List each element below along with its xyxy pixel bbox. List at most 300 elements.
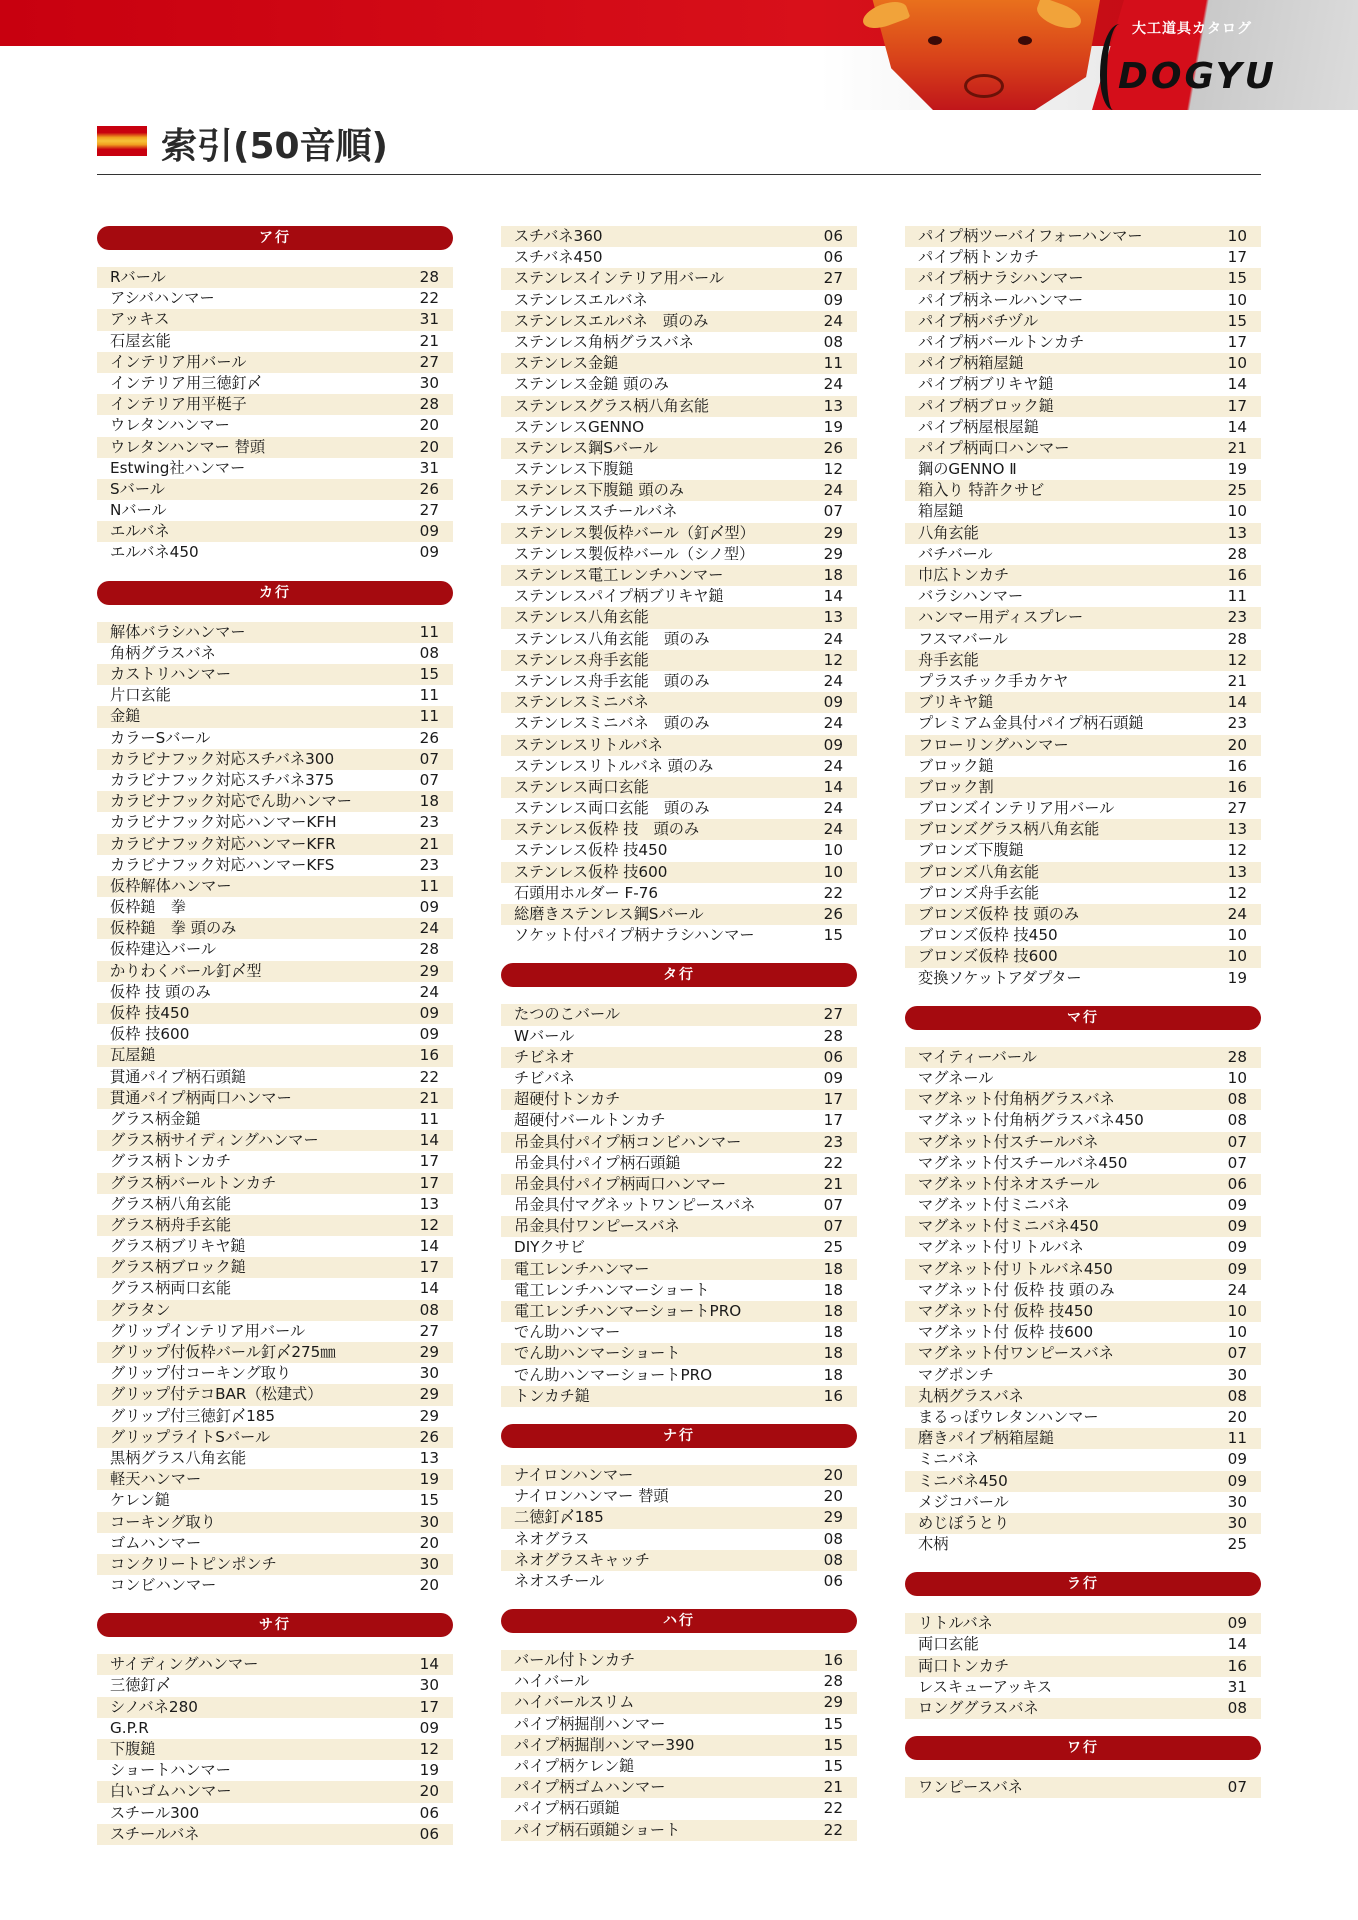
section-header: マ行: [905, 1006, 1261, 1030]
product-name: ステンレス舟手玄能 頭のみ: [514, 671, 710, 690]
product-name: 仮枠鎚 拳 頭のみ: [110, 919, 237, 938]
page-number: 20: [1227, 1407, 1247, 1426]
page-number: 09: [823, 1068, 843, 1087]
index-column-3: [905, 226, 1261, 1815]
page-number: 09: [1227, 1450, 1247, 1469]
page-number: 14: [1227, 1635, 1247, 1654]
index-row: [501, 586, 857, 607]
page-number: 07: [823, 1196, 843, 1215]
index-section: [501, 226, 857, 946]
page-number: 06: [1227, 1174, 1247, 1193]
index-row: [501, 311, 857, 332]
page-number: 31: [419, 310, 439, 329]
page-number: 06: [823, 1571, 843, 1590]
product-name: 箱入り 特許クサビ: [918, 481, 1045, 500]
product-name: Nバール: [110, 501, 167, 520]
index-row: [501, 1301, 857, 1322]
index-row: [97, 1739, 453, 1760]
index-row: [97, 812, 453, 833]
product-name: 吊金具付パイプ柄石頭鎚: [514, 1153, 681, 1172]
page-number: 13: [1227, 820, 1247, 839]
index-row: [905, 862, 1261, 883]
product-name: ステンレス仮枠 技600: [514, 862, 668, 881]
page-number: 08: [1227, 1386, 1247, 1405]
index-row: [97, 1363, 453, 1384]
index-row: [905, 1613, 1261, 1634]
index-row: [97, 918, 453, 939]
page-number: 07: [823, 502, 843, 521]
product-name: パイプ柄箱屋鎚: [918, 354, 1024, 373]
page-number: 11: [1227, 1429, 1247, 1448]
product-name: グラタン: [110, 1300, 171, 1319]
product-name: ステンレスエルバネ: [514, 290, 648, 309]
product-name: パイプ柄バチヅル: [918, 311, 1039, 330]
product-name: マグネール: [918, 1068, 994, 1087]
page-number: 18: [823, 1365, 843, 1384]
index-row: [97, 939, 453, 960]
index-row: [97, 1760, 453, 1781]
product-name: カラビナフック対応ハンマーKFH: [110, 813, 337, 832]
index-row: [501, 226, 857, 247]
page-number: 15: [823, 926, 843, 945]
index-row: [905, 629, 1261, 650]
page-number: 09: [419, 898, 439, 917]
index-row: [97, 749, 453, 770]
index-row: [97, 855, 453, 876]
index-column-1: [97, 226, 453, 1862]
index-row: [501, 607, 857, 628]
page-number: 14: [823, 777, 843, 796]
product-name: 仮枠 技450: [110, 1004, 190, 1022]
index-row: [905, 565, 1261, 586]
index-row: [905, 438, 1261, 459]
product-name: グリップ付三徳釘〆185: [110, 1406, 276, 1425]
index-row: [501, 798, 857, 819]
product-name: グリップ付コーキング取り: [110, 1364, 292, 1383]
page-number: 29: [823, 544, 843, 563]
index-row: [905, 311, 1261, 332]
product-name: ステンレス製仮枠バール（シノ型）: [514, 544, 755, 563]
product-name: Sバール: [110, 479, 165, 498]
page-number: 17: [823, 1090, 843, 1109]
index-row: [501, 396, 857, 417]
index-row: [97, 685, 453, 706]
page-number: 17: [1227, 332, 1247, 351]
index-row: [905, 586, 1261, 607]
page-number: 12: [1227, 883, 1247, 902]
index-row: [501, 1365, 857, 1386]
product-name: 超硬付トンカチ: [514, 1090, 621, 1109]
index-row: [97, 500, 453, 521]
index-row: [97, 791, 453, 812]
page-number: 12: [1227, 650, 1247, 669]
index-row: [97, 1321, 453, 1342]
product-name: 軽天ハンマー: [110, 1470, 202, 1489]
index-section: [97, 1654, 453, 1845]
product-name: ステンレス角柄グラスバネ: [514, 332, 694, 351]
index-row: [905, 607, 1261, 628]
page-number: 13: [823, 608, 843, 627]
index-row: [501, 904, 857, 925]
product-name: ステンレス両口玄能: [514, 777, 649, 796]
index-row: [97, 1194, 453, 1215]
product-name: パイプ柄ケレン鎚: [514, 1757, 635, 1775]
index-row: [501, 1529, 857, 1550]
page-number: 18: [823, 1344, 843, 1363]
index-row: [501, 1322, 857, 1343]
page-number: 28: [823, 1026, 843, 1045]
index-row: [501, 523, 857, 544]
index-row: [97, 1278, 453, 1299]
page-number: 20: [419, 1782, 439, 1801]
index-row: [97, 1300, 453, 1321]
index-row: [501, 1132, 857, 1153]
product-name: 片口玄能: [110, 686, 171, 705]
page-number: 26: [419, 1427, 439, 1446]
page-number: 13: [1227, 523, 1247, 542]
product-name: ウレタンハンマー: [110, 416, 230, 435]
index-row: [501, 1777, 857, 1798]
page-number: 30: [1227, 1365, 1247, 1384]
index-row: [501, 1216, 857, 1237]
index-row: [905, 1153, 1261, 1174]
page-number: 10: [1227, 926, 1247, 945]
page-number: 15: [823, 1735, 843, 1754]
index-row: [501, 1486, 857, 1507]
index-row: [97, 394, 453, 415]
product-name: ブロック割: [918, 777, 994, 796]
index-row: [97, 982, 453, 1003]
page-number: 12: [1227, 841, 1247, 860]
index-row: [97, 1342, 453, 1363]
product-name: 舟手玄能: [918, 650, 979, 669]
product-name: アッキス: [110, 310, 170, 329]
index-row: [97, 1088, 453, 1109]
page-number: 07: [419, 770, 439, 789]
index-row: [97, 1215, 453, 1236]
product-name: パイプ柄ゴムハンマー: [514, 1778, 666, 1797]
product-name: ハイバール: [514, 1672, 590, 1691]
product-name: 吊金具付マグネットワンピースバネ: [514, 1196, 756, 1215]
index-row: [97, 1130, 453, 1151]
page-number: 27: [419, 352, 439, 371]
page-number: 24: [823, 375, 843, 394]
index-row: [501, 671, 857, 692]
page-number: 16: [823, 1651, 843, 1670]
index-row: [501, 777, 857, 798]
index-row: [501, 1650, 857, 1671]
index-row: [905, 290, 1261, 311]
page-number: 23: [823, 1132, 843, 1151]
product-name: パイプ柄ツーバイフォーハンマー: [918, 227, 1143, 245]
page-number: 28: [823, 1672, 843, 1691]
page-number: 15: [419, 665, 439, 683]
page-number: 09: [419, 522, 439, 541]
index-row: [97, 1236, 453, 1257]
index-row: [97, 1469, 453, 1490]
product-name: マグネット付スチールバネ450: [918, 1153, 1128, 1172]
product-name: マグネット付角柄グラスバネ450: [918, 1111, 1144, 1130]
product-name: プレミアム金具付パイプ柄石頭鎚: [918, 714, 1144, 733]
product-name: ブロンズ舟手玄能: [918, 883, 1040, 902]
product-name: ブロンズ仮枠 技 頭のみ: [918, 905, 1080, 923]
product-name: マグネット付ミニバネ: [918, 1196, 1070, 1215]
title-flag-icon: [97, 126, 147, 156]
product-name: マグネット付 仮枠 技600: [918, 1323, 1094, 1342]
index-row: [905, 946, 1261, 967]
page-number: 14: [823, 587, 843, 606]
product-name: 仮枠解体ハンマー: [110, 876, 232, 895]
index-row: [905, 1386, 1261, 1407]
index-row: [97, 706, 453, 727]
index-row: [905, 353, 1261, 374]
product-name: 仮枠 技600: [110, 1025, 190, 1044]
product-name: ミニバネ450: [918, 1471, 1008, 1490]
product-name: パイプ柄屋根屋鎚: [918, 417, 1040, 436]
page-number: 28: [419, 395, 439, 414]
index-row: [97, 1067, 453, 1088]
product-name: 下腹鎚: [110, 1740, 156, 1758]
product-name: DIYクサビ: [514, 1238, 586, 1257]
product-name: マグネット付リトルバネ450: [918, 1259, 1113, 1278]
product-name: カラーSバール: [110, 728, 211, 747]
index-row: [905, 1513, 1261, 1534]
catalog-tagline: 大工道具カタログ: [1132, 21, 1252, 37]
product-name: 八角玄能: [918, 523, 979, 542]
product-name: カラビナフック対応ハンマーKFS: [110, 855, 335, 874]
index-section: [501, 1650, 857, 1841]
product-name: スチール300: [110, 1803, 200, 1822]
page-number: 12: [823, 650, 843, 669]
product-name: グリップライトSバール: [110, 1427, 271, 1446]
page-number: 10: [1227, 354, 1247, 373]
product-name: パイプ柄ブロック鎚: [918, 396, 1054, 415]
page-number: 17: [419, 1152, 439, 1171]
product-name: バラシハンマー: [918, 587, 1024, 606]
page-number: 19: [1227, 460, 1247, 479]
index-row: [501, 819, 857, 840]
page-number: 17: [419, 1173, 439, 1192]
page-number: 11: [419, 1109, 439, 1128]
product-name: チビバネ: [514, 1068, 575, 1087]
index-row: [97, 288, 453, 309]
index-row: [905, 1492, 1261, 1513]
index-row: [905, 1322, 1261, 1343]
index-row: [501, 1550, 857, 1571]
index-row: [905, 713, 1261, 734]
product-name: 変換ソケットアダプター: [918, 968, 1082, 987]
page-number: 27: [823, 1005, 843, 1024]
index-row: [97, 1024, 453, 1045]
page-number: 26: [419, 728, 439, 747]
page-number: 09: [419, 1025, 439, 1044]
page-number: 24: [1227, 905, 1247, 923]
index-row: [501, 883, 857, 904]
index-row: [97, 1533, 453, 1554]
page-number: 14: [419, 1655, 439, 1674]
page-number: 20: [823, 1487, 843, 1506]
product-name: マグネット付角柄グラスバネ: [918, 1090, 1115, 1109]
product-name: バール付トンカチ: [514, 1651, 636, 1670]
index-row: [905, 1407, 1261, 1428]
index-row: [905, 396, 1261, 417]
page-number: 20: [419, 1576, 439, 1595]
index-row: [905, 798, 1261, 819]
page-number: 20: [419, 1533, 439, 1552]
page-number: 27: [419, 501, 439, 520]
page-number: 10: [1227, 1068, 1247, 1087]
product-name: ブロンズ下腹鎚: [918, 841, 1024, 860]
page-number: 29: [823, 1693, 843, 1712]
page-title: 索引(50音順): [161, 126, 389, 167]
page-number: 16: [1227, 1656, 1247, 1675]
page-number: 27: [419, 1321, 439, 1340]
index-row: [501, 501, 857, 522]
product-name: 黒柄グラス八角玄能: [110, 1448, 247, 1467]
index-row: [905, 268, 1261, 289]
index-row: [501, 1026, 857, 1047]
product-name: パイプ柄石頭鎚ショート: [514, 1820, 681, 1839]
product-name: カラビナフック対応スチバネ300: [110, 749, 335, 768]
product-name: コンビハンマー: [110, 1576, 217, 1595]
page-number: 28: [1227, 629, 1247, 648]
page-number: 25: [1227, 1535, 1247, 1554]
page-number: 08: [419, 643, 439, 662]
page-number: 07: [1227, 1153, 1247, 1172]
index-row: [501, 1089, 857, 1110]
product-name: マグネット付ネオスチール: [918, 1174, 1100, 1193]
product-name: G.P.R: [110, 1718, 149, 1737]
page-number: 11: [823, 354, 843, 373]
page-number: 08: [823, 1550, 843, 1569]
page-number: 22: [823, 1153, 843, 1172]
page-number: 30: [419, 1676, 439, 1695]
product-name: でん助ハンマーショート: [514, 1344, 681, 1363]
page-number: 08: [1227, 1699, 1247, 1717]
page-number: 24: [823, 629, 843, 648]
index-row: [905, 1534, 1261, 1555]
product-name: マイティーバール: [918, 1047, 1037, 1066]
index-row: [501, 1004, 857, 1025]
page-number: 09: [1227, 1238, 1247, 1257]
page-number: 24: [419, 982, 439, 1001]
page-number: 12: [419, 1215, 439, 1234]
index-row: [905, 459, 1261, 480]
product-name: 箱屋鎚: [918, 502, 964, 521]
product-name: 超硬付バールトンカチ: [514, 1111, 666, 1130]
index-row: [97, 643, 453, 664]
product-name: 総磨きステンレス鋼Sバール: [514, 905, 704, 923]
page-number: 22: [823, 1799, 843, 1818]
product-name: グラス柄サイディングハンマー: [110, 1131, 319, 1150]
index-row: [97, 961, 453, 982]
page-number: 30: [1227, 1513, 1247, 1532]
page-number: 21: [823, 1778, 843, 1797]
page-number: 29: [419, 1385, 439, 1404]
index-row: [97, 479, 453, 500]
index-row: [905, 1301, 1261, 1322]
product-name: ステンレスパイプ柄ブリキヤ鎚: [514, 587, 724, 606]
index-row: [905, 523, 1261, 544]
page-number: 18: [823, 566, 843, 584]
product-name: Estwing社ハンマー: [110, 458, 246, 477]
page-number: 13: [419, 1448, 439, 1467]
index-row: [97, 1173, 453, 1194]
product-name: ミニバネ: [918, 1450, 979, 1469]
product-name: ステンレス金鎚 頭のみ: [514, 375, 669, 394]
page-number: 15: [823, 1757, 843, 1775]
page-number: 28: [419, 268, 439, 286]
page-number: 13: [1227, 862, 1247, 881]
product-name: カラビナフック対応ハンマーKFR: [110, 834, 336, 853]
page-number: 21: [823, 1174, 843, 1193]
index-row: [97, 542, 453, 563]
product-name: ステンレスエルバネ 頭のみ: [514, 311, 709, 330]
index-row: [501, 1507, 857, 1528]
product-name: 巾広トンカチ: [918, 566, 1010, 584]
product-name: まるっぽウレタンハンマー: [918, 1407, 1099, 1426]
product-name: Wバール: [514, 1026, 575, 1045]
product-name: スチバネ360: [514, 227, 603, 245]
index-row: [501, 1237, 857, 1258]
page-number: 10: [1227, 502, 1247, 521]
page-number: 07: [1227, 1132, 1247, 1151]
page-number: 09: [1227, 1196, 1247, 1215]
product-name: マグネット付 仮枠 技450: [918, 1302, 1094, 1320]
page-number: 19: [419, 1761, 439, 1780]
index-row: [905, 671, 1261, 692]
product-name: グラス柄トンカチ: [110, 1152, 232, 1171]
product-name: パイプ柄トンカチ: [918, 248, 1040, 267]
product-name: ブロック鎚: [918, 756, 994, 775]
product-name: ネオグラスキャッチ: [514, 1550, 650, 1569]
index-row: [905, 544, 1261, 565]
section-header: ワ行: [905, 1736, 1261, 1760]
page-number: 10: [823, 862, 843, 881]
bull-eye-icon: [1018, 36, 1032, 45]
page-number: 23: [1227, 608, 1247, 627]
index-row: [501, 1047, 857, 1068]
product-name: ステンレス舟手玄能: [514, 650, 649, 669]
product-name: 貫通パイプ柄石頭鎚: [110, 1067, 247, 1086]
page-number: 20: [419, 416, 439, 435]
index-row: [501, 629, 857, 650]
page-number: 15: [823, 1714, 843, 1733]
index-row: [501, 417, 857, 438]
page-number: 16: [1227, 566, 1247, 584]
product-name: 吊金具付パイプ柄コンビハンマー: [514, 1132, 742, 1151]
page-number: 09: [823, 735, 843, 754]
product-name: かりわくバール釘〆型: [110, 961, 262, 980]
index-row: [97, 437, 453, 458]
product-name: 二徳釘〆185: [514, 1508, 604, 1527]
page-number: 26: [419, 479, 439, 498]
product-name: ステンレススチールバネ: [514, 502, 678, 521]
product-name: スチバネ450: [514, 248, 603, 267]
product-name: グラス柄両口玄能: [110, 1279, 232, 1298]
product-name: 丸柄グラスバネ: [918, 1386, 1024, 1405]
page-number: 11: [419, 622, 439, 641]
product-name: ステンレスグラス柄八角玄能: [514, 396, 710, 415]
product-name: ステンレス鋼Sバール: [514, 438, 659, 457]
index-row: [905, 332, 1261, 353]
page-number: 24: [823, 481, 843, 500]
page-number: 21: [419, 1088, 439, 1107]
index-row: [501, 480, 857, 501]
product-name: ステンレス八角玄能 頭のみ: [514, 629, 710, 648]
page-number: 20: [1227, 735, 1247, 754]
bull-nose-icon: [964, 74, 1004, 98]
